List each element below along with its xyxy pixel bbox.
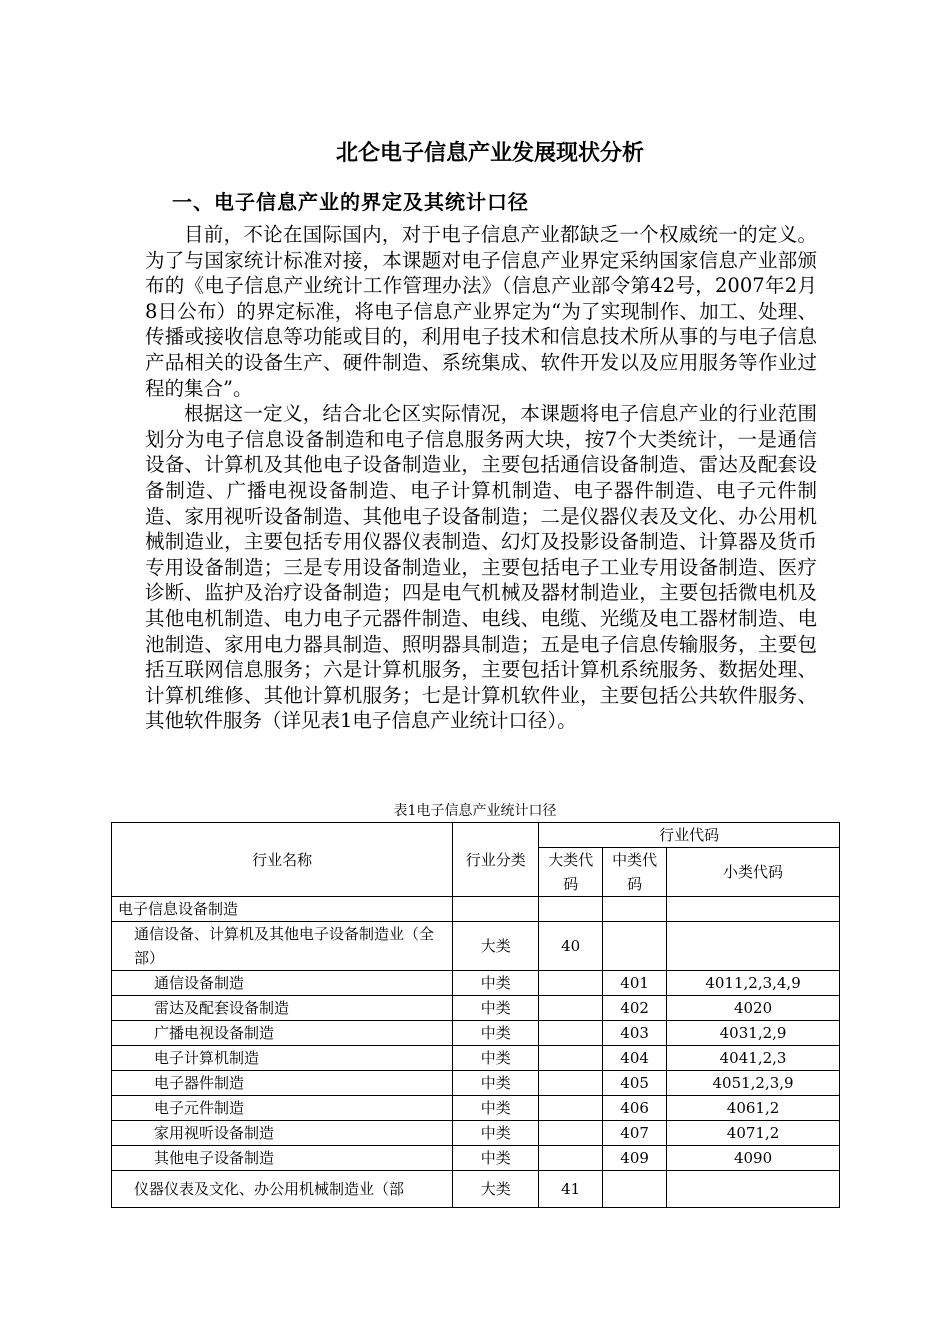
document-title: 北仑电子信息产业发展现状分析	[335, 141, 644, 166]
row-category: 中类	[453, 1146, 539, 1171]
row-name: 电子器件制造	[112, 1071, 453, 1096]
row-category: 中类	[453, 971, 539, 996]
header-major-code: 大类代码	[539, 848, 603, 897]
table-row	[112, 1121, 840, 1146]
row-category: 中类	[453, 1096, 539, 1121]
empty-cell	[667, 897, 840, 922]
row-minor: 4041,2,3	[667, 1046, 840, 1071]
table-row	[112, 1021, 840, 1046]
row-major	[539, 1146, 603, 1171]
row-major: 41	[539, 1171, 603, 1208]
table-row	[112, 1071, 840, 1096]
row-category: 中类	[453, 996, 539, 1021]
header-name: 行业名称	[112, 823, 453, 897]
row-minor: 4031,2,9	[667, 1021, 840, 1046]
table-row	[112, 996, 840, 1021]
table-header-row	[112, 823, 840, 848]
row-name: 家用视听设备制造	[112, 1121, 453, 1146]
header-middle-code: 中类代码	[603, 848, 667, 897]
row-minor: 4011,2,3,4,9	[667, 971, 840, 996]
table-row	[112, 1171, 840, 1208]
row-major	[539, 1121, 603, 1146]
row-name: 仪器仪表及文化、办公用机械制造业（部	[112, 1171, 453, 1208]
industry-code-table	[111, 822, 840, 1208]
row-minor: 4061,2	[667, 1096, 840, 1121]
table-caption: 表1电子信息产业统计口径	[393, 803, 557, 819]
table-row	[112, 971, 840, 996]
body-text	[145, 222, 817, 734]
row-middle	[603, 922, 667, 971]
row-category: 中类	[453, 1121, 539, 1146]
header-category: 行业分类	[453, 823, 539, 897]
table-row	[112, 1146, 840, 1171]
row-middle: 402	[603, 996, 667, 1021]
row-name: 广播电视设备制造	[112, 1021, 453, 1046]
table-row	[112, 1096, 840, 1121]
row-name: 通信设备制造	[112, 971, 453, 996]
row-name: 通信设备、计算机及其他电子设备制造业（全部）	[112, 922, 453, 971]
row-middle	[603, 1171, 667, 1208]
row-name: 雷达及配套设备制造	[112, 996, 453, 1021]
row-minor: 4051,2,3,9	[667, 1071, 840, 1096]
row-major	[539, 996, 603, 1021]
row-category: 中类	[453, 1071, 539, 1096]
paragraph: 目前，不论在国际国内，对于电子信息产业都缺乏一个权威统一的定义。为了与国家统计标准对接，本课题对电子信息产业界定采纳国家信息产业部颁布的《电子信息产业统计工作管理办法》（信息产业部令第42号，2007年2月8日公布）的界定标准，将电子信息产业界定为“为了实现制作、加工、处理、传播或接收信息等功能或目的，利用电子技术和信息技术所从事的与电子信息产品相关的设备生产、硬件制造、系统集成、软件开发以及应用服务等作业过程的集合”。	[145, 223, 817, 400]
row-category: 大类	[453, 1171, 539, 1208]
row-middle: 406	[603, 1096, 667, 1121]
paragraph: 根据这一定义，结合北仑区实际情况，本课题将电子信息产业的行业范围划分为电子信息设备制造和电子信息服务两大块，按7个大类统计，一是通信设备、计算机及其他电子设备制造业，主要包括通信设备制造、雷达及配套设备制造、广播电视设备制造、电子计算机制造、电子器件制造、电子元件制造、家用视听设备制造、其他电子设备制造；二是仪器仪表及文化、办公用机械制造业，主要包括专用仪器仪表制造、幻灯及投影设备制造、计算器及货币专用设备制造；三是专用设备制造业，主要包括电子工业专用设备制造、医疗诊断、监护及治疗设备制造；四是电气机械及器材制造业，主要包括微电机及其他电机制造、电力电子元器件制造、电线、电缆、光缆及电工器材制造、电池制造、家用电力器具制造、照明器具制造；五是电子信息传输服务，主要包括互联网信息服务；六是计算机服务，主要包括计算机系统服务、数据处理、计算机维修、其他计算机服务；七是计算机软件业，主要包括公共软件服务、其他软件服务（详见表1电子信息产业统计口径）。	[145, 402, 817, 733]
header-minor-code: 小类代码	[667, 848, 840, 897]
row-major: 40	[539, 922, 603, 971]
row-name: 电子计算机制造	[112, 1046, 453, 1071]
row-middle: 401	[603, 971, 667, 996]
table-row	[112, 1046, 840, 1071]
header-code-group: 行业代码	[539, 823, 840, 848]
row-category: 中类	[453, 1046, 539, 1071]
row-major	[539, 1046, 603, 1071]
empty-cell	[453, 897, 539, 922]
row-major	[539, 1071, 603, 1096]
row-name: 电子元件制造	[112, 1096, 453, 1121]
row-middle: 407	[603, 1121, 667, 1146]
row-category: 中类	[453, 1021, 539, 1046]
row-middle: 404	[603, 1046, 667, 1071]
row-major	[539, 1096, 603, 1121]
row-middle: 405	[603, 1071, 667, 1096]
row-name: 其他电子设备制造	[112, 1146, 453, 1171]
empty-cell	[603, 897, 667, 922]
group-label: 电子信息设备制造	[112, 897, 453, 922]
row-minor: 4071,2	[667, 1121, 840, 1146]
row-category: 大类	[453, 922, 539, 971]
row-middle: 403	[603, 1021, 667, 1046]
row-major	[539, 1021, 603, 1046]
table-group-row	[112, 897, 840, 922]
table-row	[112, 922, 840, 971]
row-minor: 4020	[667, 996, 840, 1021]
empty-cell	[539, 897, 603, 922]
row-minor	[667, 1171, 840, 1208]
section-heading: 一、电子信息产业的界定及其统计口径	[172, 190, 529, 214]
row-major	[539, 971, 603, 996]
row-minor	[667, 922, 840, 971]
row-minor: 4090	[667, 1146, 840, 1171]
row-middle: 409	[603, 1146, 667, 1171]
